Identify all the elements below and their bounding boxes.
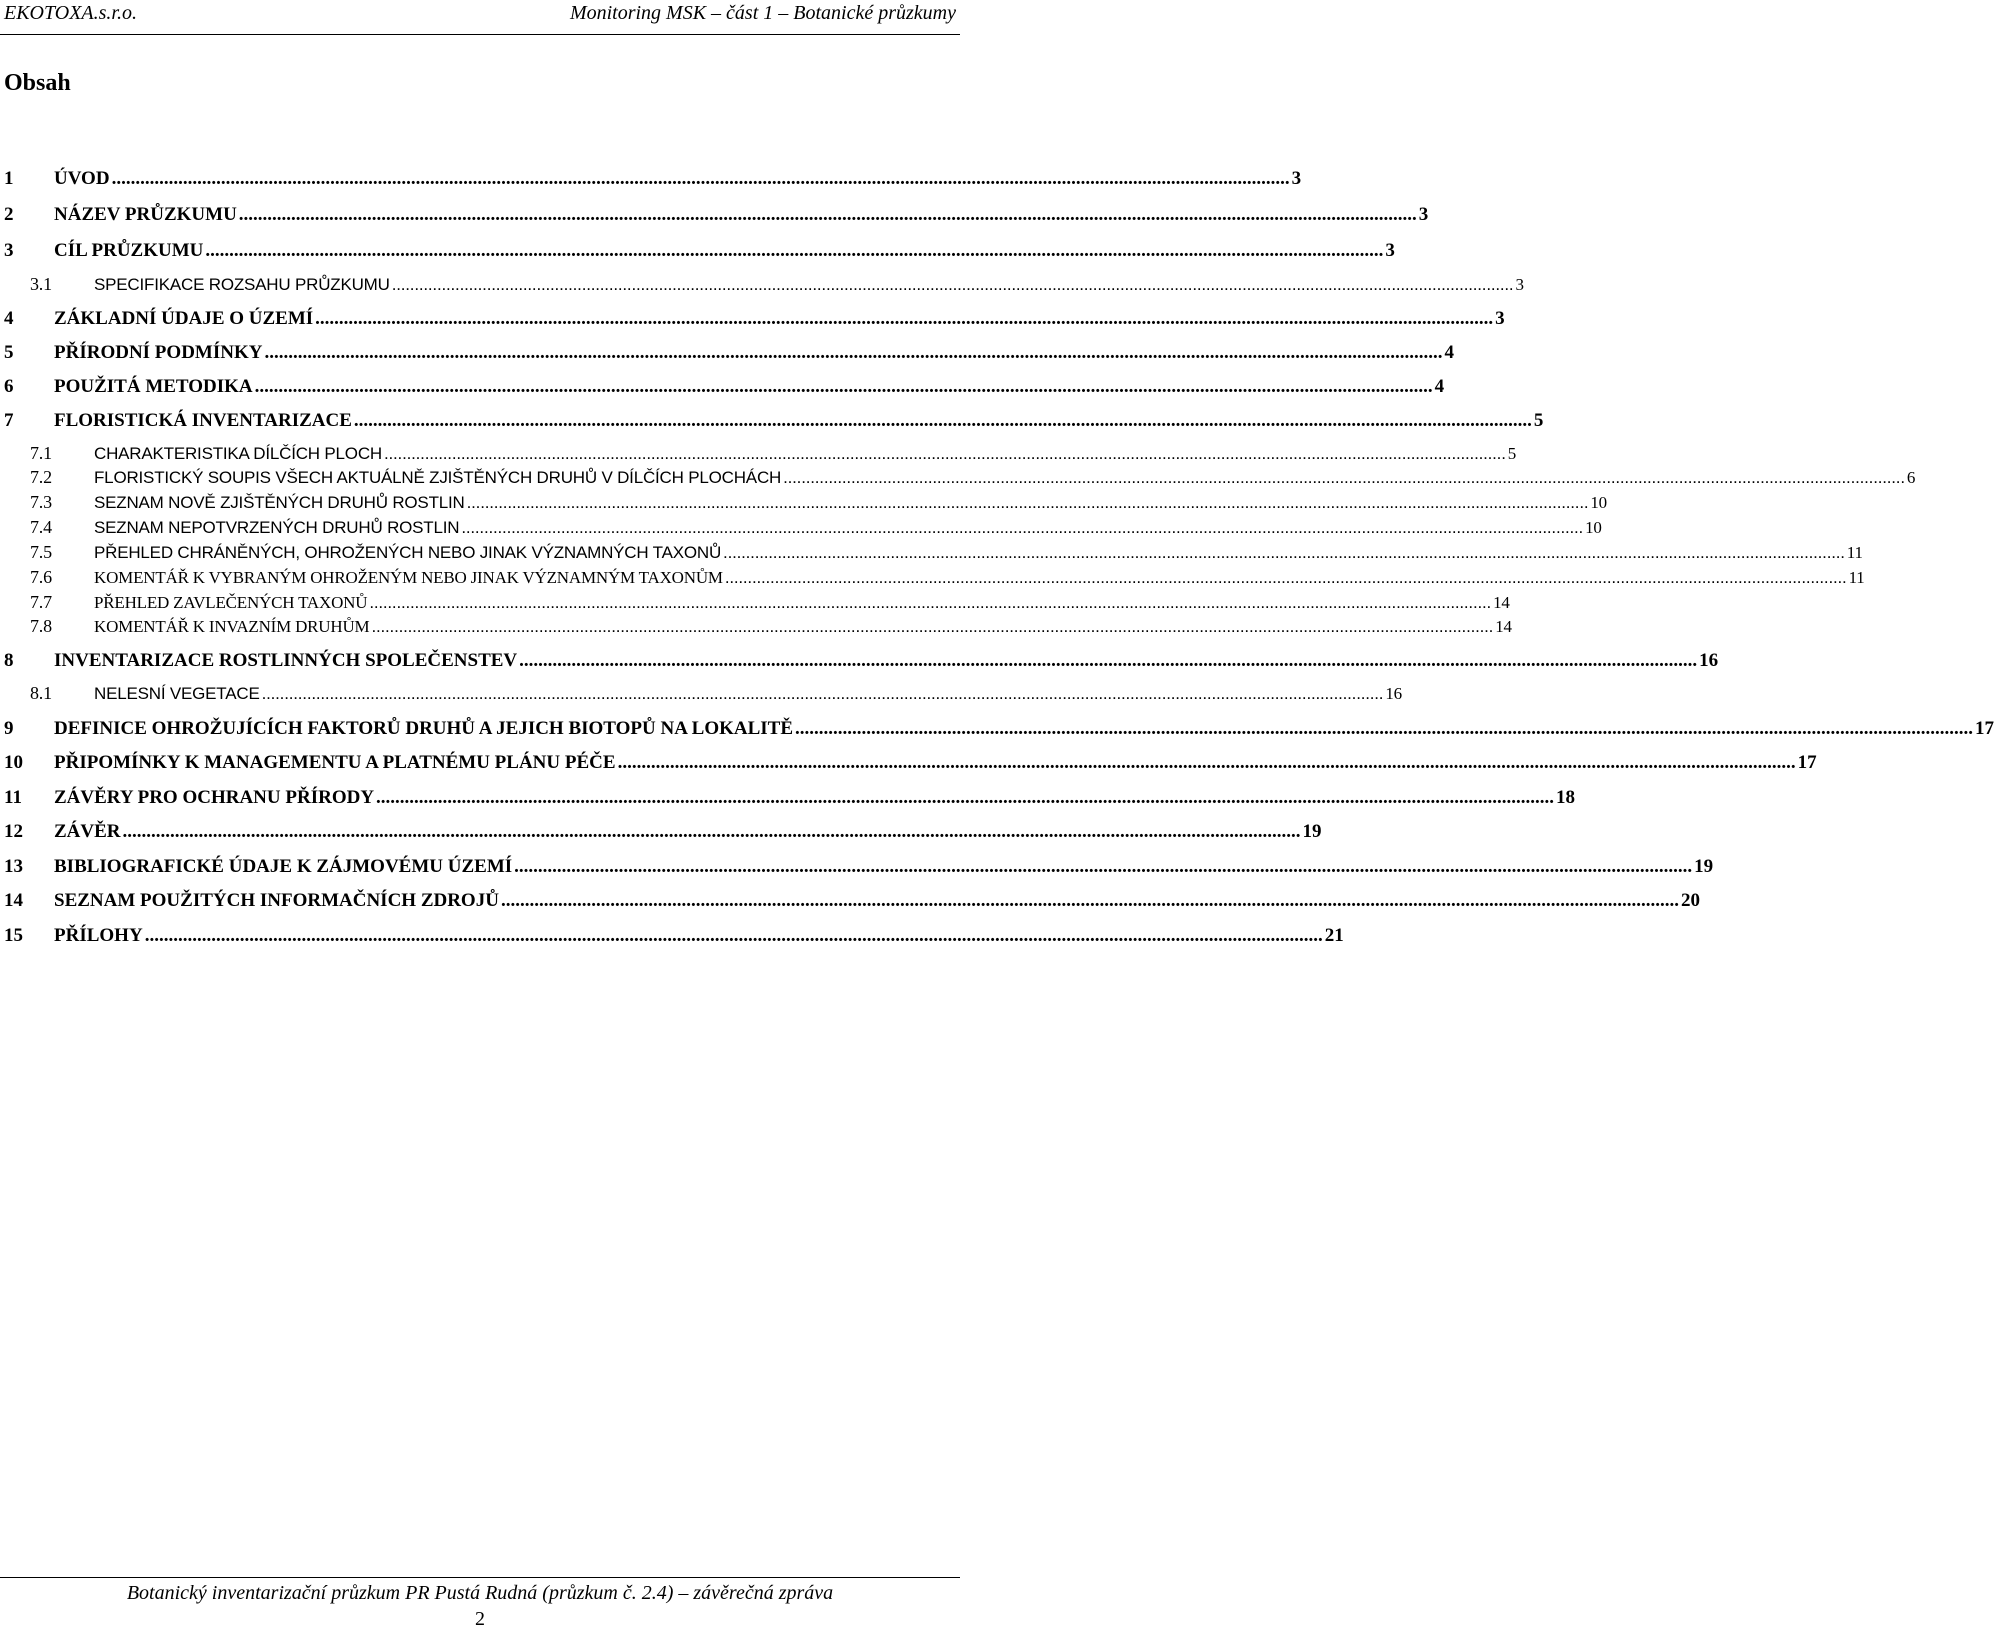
toc-entry-number: 4 (4, 308, 14, 329)
toc-entry-page: 3 (1515, 275, 1524, 294)
toc-entry-page: 19 (1302, 821, 1322, 842)
toc-entry-page: 6 (1906, 468, 1916, 487)
toc-leader-dots (112, 168, 1290, 190)
toc-entry-page: 20 (1680, 890, 1700, 911)
toc-entry-title: NELESNÍ VEGETACE (94, 684, 260, 703)
toc-entry[interactable] (4, 376, 1445, 398)
toc-leader-dots (239, 204, 1417, 226)
toc-entry-number: 7.8 (30, 616, 52, 636)
toc-entry-title: PŘIPOMÍNKY K MANAGEMENTU A PLATNÉMU PLÁNU PÉČE (54, 752, 616, 773)
toc-entry-title: SEZNAM POUŽITÝCH INFORMAČNÍCH ZDROJŮ (54, 890, 499, 911)
toc-entry-number: 2 (4, 204, 14, 225)
toc-entry-title: INVENTARIZACE ROSTLINNÝCH SPOLEČENSTEV (54, 650, 518, 671)
toc-entry-page: 3 (1385, 240, 1395, 261)
toc-entry-number: 7.2 (30, 467, 52, 487)
toc-leader-dots (264, 342, 1442, 364)
header-project: Monitoring MSK – část 1 – Botanické průzkumy (569, 2, 956, 24)
toc-entry-page: 16 (1699, 650, 1719, 671)
toc-entry-page: 10 (1590, 493, 1607, 512)
toc-leader-dots (618, 752, 1796, 774)
toc-leader-dots (315, 308, 1493, 330)
toc-entry-page: 11 (1846, 543, 1863, 562)
toc-entry-title: DEFINICE OHROŽUJÍCÍCH FAKTORŮ DRUHŮ A JEJICH BIOTOPŮ NA LOKALITĚ (54, 718, 794, 739)
toc-entry-number: 7 (4, 410, 14, 431)
toc-entry[interactable] (4, 616, 1512, 637)
toc-entry-title: PŘÍRODNÍ PODMÍNKY (54, 342, 263, 363)
toc-entry[interactable] (4, 567, 1865, 588)
toc-entry-number: 1 (4, 168, 14, 189)
toc-leader-dots (795, 718, 1973, 740)
toc-leader-dots (514, 856, 1692, 878)
toc-entry-number: 7.6 (30, 567, 52, 587)
toc-entry-title: PŘÍLOHY (54, 925, 143, 946)
toc-entry-title: ZÁKLADNÍ ÚDAJE O ÚZEMÍ (54, 308, 314, 329)
toc-leader-dots (369, 593, 1491, 613)
toc-entry-number: 7.5 (30, 542, 52, 562)
toc-entry[interactable] (4, 787, 1576, 809)
toc-leader-dots (145, 925, 1323, 947)
footer-text: Botanický inventarizační průzkum PR Pustá Rudná (průzkum č. 2.4) – závěrečná zpráva (126, 1582, 834, 1604)
footer-rule (0, 1577, 960, 1578)
toc-entry-page: 14 (1493, 593, 1510, 612)
toc-entry-title: KOMENTÁŘ K VYBRANÝM OHROŽENÝM NEBO JINAK VÝZNAMNÝM TAXONŮM (94, 568, 723, 587)
toc-entry-title: PŘEHLED ZAVLEČENÝCH TAXONŮ (94, 593, 368, 612)
toc-leader-dots (123, 821, 1301, 843)
toc-entry[interactable] (4, 752, 1817, 774)
toc-entry-title: SEZNAM NEPOTVRZENÝCH DRUHŮ ROSTLIN (94, 518, 460, 537)
toc-entry-title: ZÁVĚRY PRO OCHRANU PŘÍRODY (54, 787, 375, 808)
toc-title: Obsah (4, 70, 71, 96)
toc-entry-title: CÍL PRŮZKUMU (54, 240, 204, 261)
toc-entry-page: 5 (1507, 444, 1517, 463)
toc-entry-page: 19 (1694, 856, 1714, 877)
toc-entry-page: 18 (1556, 787, 1576, 808)
toc-leader-dots (467, 493, 1589, 513)
toc-entry[interactable] (4, 592, 1510, 613)
toc-entry-page: 3 (1291, 168, 1302, 189)
toc-entry-number: 9 (4, 718, 14, 739)
toc-entry-number: 12 (4, 821, 23, 842)
toc-entry-title: CHARAKTERISTIKA DÍLČÍCH PLOCH (94, 444, 382, 463)
toc-entry[interactable] (4, 856, 1714, 878)
toc-entry-number: 3 (4, 240, 14, 261)
toc-entry-title: ZÁVĚR (54, 821, 121, 842)
toc-entry-page: 21 (1324, 925, 1344, 946)
toc-leader-dots (262, 684, 1384, 704)
toc-entry-number: 13 (4, 856, 23, 877)
toc-entry-page: 14 (1495, 617, 1512, 636)
page-header (0, 0, 960, 35)
toc-entry[interactable] (4, 718, 1994, 740)
toc-entry[interactable] (4, 168, 1302, 190)
toc-leader-dots (354, 410, 1532, 432)
toc-entry-number: 7.7 (30, 592, 52, 612)
toc-entry-number: 10 (4, 752, 23, 773)
toc-entry-number: 8 (4, 650, 14, 671)
toc-entry-title: POUŽITÁ METODIKA (54, 376, 253, 397)
toc-entry-number: 15 (4, 925, 23, 946)
toc-entry-page: 4 (1434, 376, 1445, 397)
toc-leader-dots (384, 444, 1506, 464)
toc-entry[interactable] (4, 542, 1863, 563)
toc-entry-title: SEZNAM NOVĚ ZJIŠTĚNÝCH DRUHŮ ROSTLIN (94, 493, 465, 512)
toc-leader-dots (783, 468, 1905, 488)
toc-entry[interactable] (4, 342, 1454, 364)
toc-leader-dots (371, 617, 1493, 637)
toc-leader-dots (519, 650, 1697, 672)
toc-leader-dots (725, 568, 1847, 588)
toc-entry[interactable] (4, 467, 1916, 488)
toc-entry[interactable] (4, 890, 1700, 912)
toc-entry[interactable] (4, 443, 1517, 464)
toc-entry-number: 11 (4, 787, 22, 808)
toc-entry[interactable] (4, 308, 1505, 330)
toc-entry-title: BIBLIOGRAFICKÉ ÚDAJE K ZÁJMOVÉMU ÚZEMÍ (54, 856, 513, 877)
toc-entry[interactable] (4, 650, 1719, 672)
toc-entry-title: PŘEHLED CHRÁNĚNÝCH, OHROŽENÝCH NEBO JINAK VÝZNAMNÝCH TAXONŮ (94, 543, 722, 562)
toc-entry-title: FLORISTICKÝ SOUPIS VŠECH AKTUÁLNĚ ZJIŠTĚNÝCH DRUHŮ V DÍLČÍCH PLOCHÁCH (94, 468, 782, 487)
toc-leader-dots (723, 543, 1845, 563)
toc-leader-dots (376, 787, 1554, 809)
toc-entry-number: 7.1 (30, 443, 52, 463)
toc-entry-title: SPECIFIKACE ROZSAHU PRŮZKUMU (94, 275, 390, 294)
toc-entry-number: 5 (4, 342, 14, 363)
toc-leader-dots (501, 890, 1679, 912)
toc-entry-title: NÁZEV PRŮZKUMU (54, 204, 237, 225)
toc-entry-title: ÚVOD (54, 168, 110, 189)
toc-entry-number: 7.4 (30, 517, 52, 537)
toc-entry-number: 14 (4, 890, 23, 911)
toc-entry-title: FLORISTICKÁ INVENTARIZACE (54, 410, 352, 431)
toc-entry[interactable] (4, 240, 1395, 262)
toc-entry[interactable] (4, 410, 1544, 432)
toc-entry-page: 5 (1533, 410, 1544, 431)
toc-leader-dots (392, 275, 1514, 295)
toc-entry-page: 10 (1585, 518, 1602, 537)
toc-entry-page: 16 (1385, 684, 1402, 703)
toc-entry[interactable] (4, 821, 1322, 843)
toc-entry-page: 3 (1418, 204, 1429, 225)
toc-leader-dots (205, 240, 1383, 262)
toc-entry[interactable] (4, 274, 1524, 295)
toc-entry-page: 11 (1848, 568, 1865, 587)
page-number: 2 (475, 1608, 485, 1630)
toc-leader-dots (461, 518, 1583, 538)
toc-entry[interactable] (4, 925, 1344, 947)
toc-leader-dots (255, 376, 1433, 398)
toc-entry-page: 4 (1444, 342, 1454, 363)
toc-entry-page: 3 (1495, 308, 1505, 329)
toc-entry-number: 3.1 (30, 274, 52, 294)
toc-entry[interactable] (4, 517, 1602, 538)
toc-entry-page: 17 (1797, 752, 1817, 773)
toc-entry-title: KOMENTÁŘ K INVAZNÍM DRUHŮM (94, 617, 370, 636)
toc-entry-number: 8.1 (30, 683, 52, 703)
toc-entry[interactable] (4, 204, 1429, 226)
toc-entry[interactable] (4, 683, 1402, 704)
toc-entry-page: 17 (1975, 718, 1994, 739)
toc-entry-number: 7.3 (30, 492, 52, 512)
toc-entry[interactable] (4, 492, 1607, 513)
toc-entry-number: 6 (4, 376, 14, 397)
header-company: EKOTOXA.s.r.o. (4, 2, 137, 24)
